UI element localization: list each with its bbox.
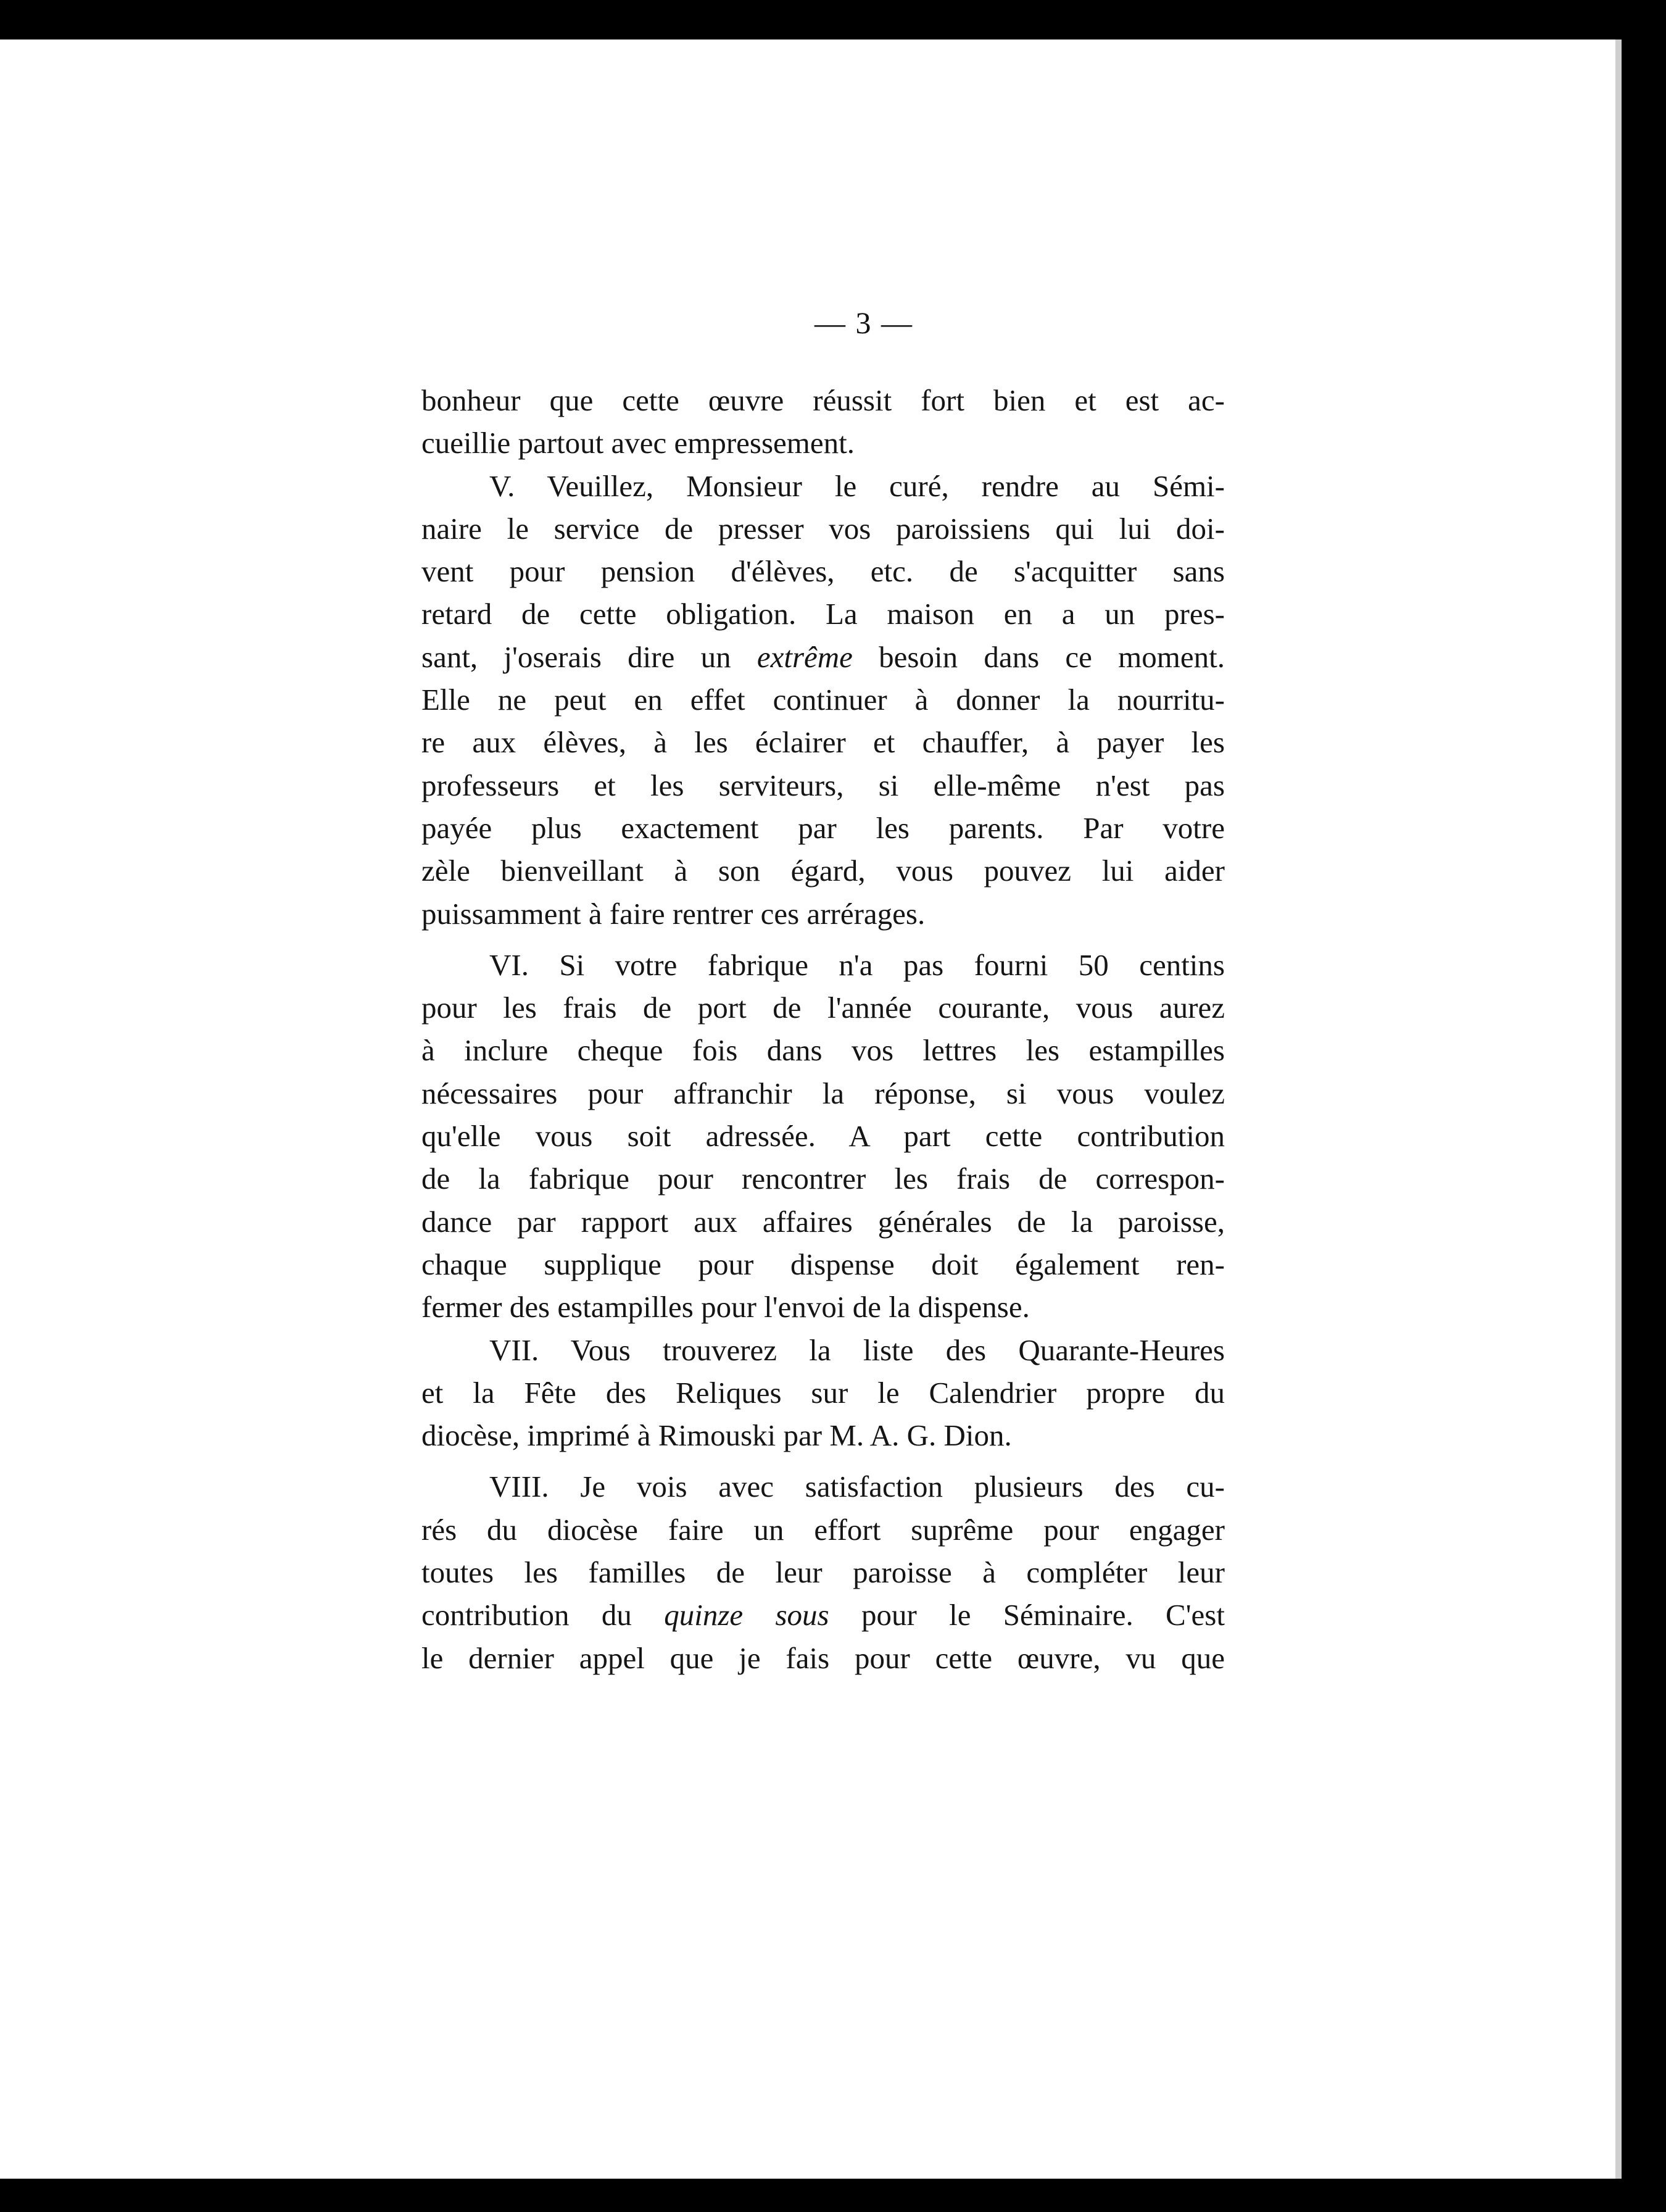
text-line: diocèse, imprimé à Rimouski par M. A. G. Dion. — [421, 1418, 1012, 1453]
body-text — [421, 379, 1225, 1679]
text-line-with-italic: sant, j'oserais dire un extrême besoin dans ce moment. — [421, 639, 1225, 674]
text-line: dance par rapport aux affaires générales de la paroisse, — [421, 1204, 1225, 1239]
italic-word: extrême — [756, 639, 853, 674]
paragraph-v — [421, 465, 1225, 935]
paragraph-vi — [421, 944, 1225, 1329]
text-line: à inclure cheque fois dans vos lettres les estampilles — [421, 1033, 1225, 1068]
text-line: pour les frais de port de l'année courante, vous aurez — [421, 991, 1225, 1025]
paragraph-gap — [421, 1457, 1225, 1465]
page-number: — 3 — — [814, 306, 913, 340]
text-line: VIII. Je vois avec satisfaction plusieurs des cu- — [489, 1470, 1225, 1504]
text-line: professeurs et les serviteurs, si elle-même n'est pas — [421, 768, 1225, 802]
text-line: de la fabrique pour rencontrer les frais de correspon- — [421, 1162, 1225, 1196]
text-line: le dernier appel que je fais pour cette œuvre, vu que — [421, 1640, 1225, 1675]
paragraph-continuation — [421, 379, 1225, 465]
paragraph-gap — [421, 935, 1225, 944]
text-line: VI. Si votre fabrique n'a pas fourni 50 centins — [489, 947, 1225, 982]
text-line: vent pour pension d'élèves, etc. de s'acquitter sans — [421, 554, 1225, 589]
text-line: naire le service de presser vos paroissiens qui lui doi- — [421, 511, 1225, 546]
text-line-with-italic: contribution du quinze sous pour le Séminaire. C'est — [421, 1598, 1225, 1632]
text-line: payée plus exactement par les parents. Par votre — [421, 810, 1225, 845]
text-line: bonheur que cette œuvre réussit fort bien et est ac- — [421, 383, 1225, 417]
text-line: puissamment à faire rentrer ces arrérages. — [421, 896, 926, 931]
text-line: Elle ne peut en effet continuer à donner la nourritu- — [421, 683, 1225, 717]
paragraph-vii — [421, 1329, 1225, 1457]
text-line: V. Veuillez, Monsieur le curé, rendre au Sémi- — [489, 468, 1225, 503]
text-line: qu'elle vous soit adressée. A part cette contribution — [421, 1119, 1225, 1154]
text-line: toutes les familles de leur paroisse à compléter leur — [421, 1555, 1225, 1590]
paragraph-viii — [421, 1465, 1225, 1679]
text-line: zèle bienveillant à son égard, vous pouvez lui aider — [421, 854, 1225, 888]
text-line: rés du diocèse faire un effort suprême pour engager — [421, 1512, 1225, 1547]
text-line: nécessaires pour affranchir la réponse, si vous voulez — [421, 1076, 1225, 1110]
text-line: et la Fête des Reliques sur le Calendrier propre du — [421, 1375, 1225, 1410]
scanned-page — [0, 40, 1615, 2179]
text-line: fermer des estampilles pour l'envoi de la dispense. — [421, 1290, 1030, 1324]
text-line: retard de cette obligation. La maison en a un pres- — [421, 597, 1225, 631]
italic-phrase: quinze sous — [664, 1598, 829, 1632]
text-line: VII. Vous trouverez la liste des Quarante-Heures — [489, 1333, 1225, 1367]
text-line: re aux élèves, à les éclairer et chauffer, à payer les — [421, 725, 1225, 760]
text-line: chaque supplique pour dispense doit également ren- — [421, 1247, 1225, 1281]
text-line: cueillie partout avec empressement. — [421, 426, 855, 460]
